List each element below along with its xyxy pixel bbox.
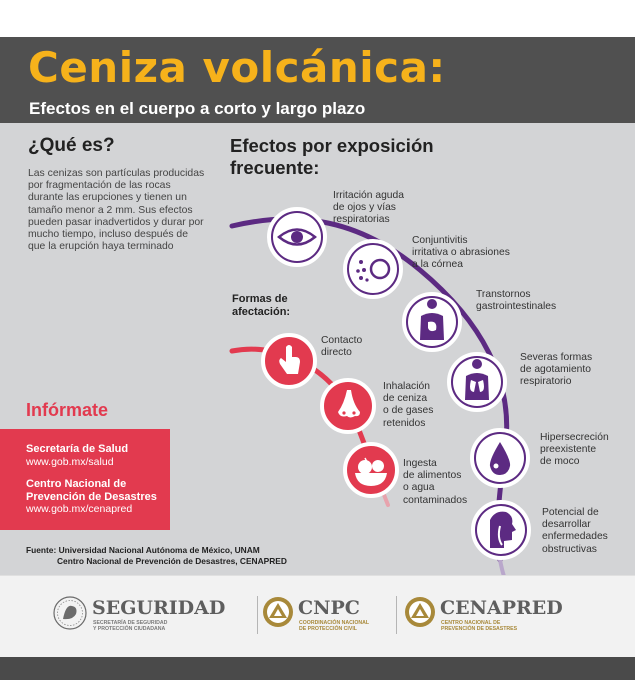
logo-cnpc-sub: COORDINACIÓN NACIONAL DE PROTECCIÓN CIVIL	[299, 620, 370, 632]
que-es-heading: ¿Qué es?	[28, 135, 115, 156]
logo-divider	[257, 596, 258, 634]
efecto-label-3: Transtornos gastrointestinales	[476, 289, 557, 313]
cenapred-link[interactable]: www.gob.mx/cenapred	[26, 503, 133, 515]
efecto-label-6: Potencial de desarrollar enfermedades obstructivas	[542, 507, 608, 555]
logo-cenapred-name: CENAPRED	[440, 597, 563, 619]
cenapred-org-line1: Centro Nacional de	[26, 478, 127, 490]
forma-label-3: Ingesta de alimentos o agua contaminados	[403, 458, 468, 506]
salud-org: Secretaría de Salud	[26, 443, 129, 455]
page-title: Ceniza volcánica:	[28, 43, 446, 92]
logo-seguridad-sub: SECRETARÍA DE SEGURIDAD Y PROTECCIÓN CIUDADANA	[93, 620, 168, 632]
forma-label-1: Contacto directo	[321, 335, 363, 359]
page-subtitle: Efectos en el cuerpo a corto y largo plazo	[29, 99, 366, 118]
logo-cnpc-name: CNPC	[298, 597, 360, 619]
efectos-heading: Efectos por exposición frecuente:	[230, 135, 434, 178]
source-line-2: Centro Nacional de Prevención de Desastres, CENAPRED	[57, 556, 287, 566]
cenapred-org-line2: Prevención de Desastres	[26, 490, 157, 503]
bottom-bar	[0, 657, 635, 680]
logo-seguridad-name: SEGURIDAD	[92, 597, 226, 619]
proteccion-civil-icon	[263, 597, 293, 627]
que-es-body: Las cenizas son partículas producidas por fragmentación de las rocas durante las erupciones y tienen un tamaño menor a 2 mm. Sus efectos pueden pasar inadvertidos y durar por mucho tiempo, incluso después de que la erupción haya terminado	[28, 168, 205, 253]
source-line-1: Fuente: Universidad Nacional Autónoma de México, UNAM	[26, 545, 260, 555]
logo-cenapred-sub: CENTRO NACIONAL DE PREVENCIÓN DE DESASTRES	[441, 620, 518, 632]
formas-heading: Formas de afectación:	[232, 293, 291, 318]
mexico-seal-icon	[54, 597, 86, 629]
efecto-label-2: Conjuntivitis irritativa o abrasiones a la córnea	[412, 235, 510, 271]
efecto-label-1: Irritación aguda de ojos y vías respiratorias	[333, 190, 404, 226]
efecto-label-5: Hipersecreción preexistente de moco	[540, 432, 609, 468]
proteccion-civil-icon	[405, 597, 435, 627]
logo-divider	[396, 596, 397, 634]
informate-heading: Infórmate	[26, 400, 109, 420]
efecto-label-4: Severas formas de agotamiento respiratorio	[520, 352, 593, 388]
salud-link[interactable]: www.gob.mx/salud	[26, 455, 114, 468]
forma-label-2: Inhalación de ceniza o de gases retenidos	[383, 381, 434, 429]
